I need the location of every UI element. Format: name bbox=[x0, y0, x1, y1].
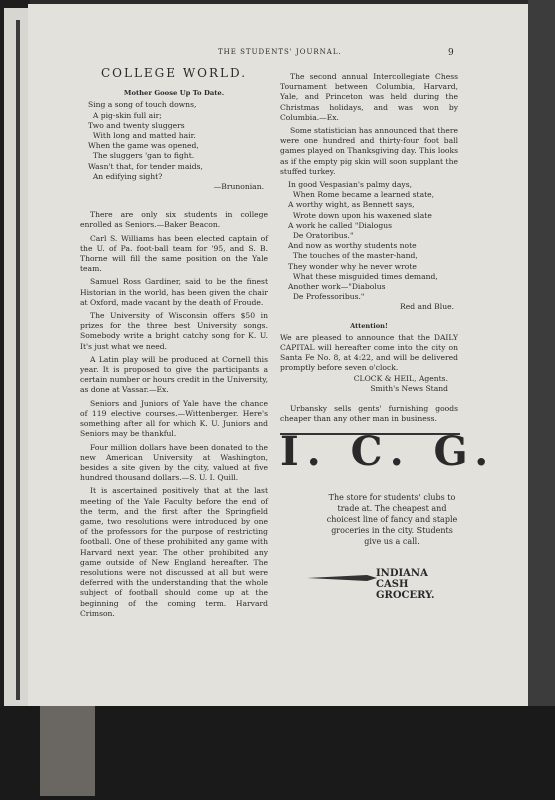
section-title: COLLEGE WORLD. bbox=[100, 66, 248, 80]
poem-line: When the game was opened, bbox=[88, 141, 199, 151]
news-item: It is ascertained positively that at the last meeting of the Yale Faculty before the end of the term, and the first after the Springfield game, two resolutions were introduced by one of the professors for the purpose of restricting football. One of these prohibited any game with Harvard next year. The other prohibited any game outside of New England hereafter. The resolutions were not discussed at all but were deferred with the understanding that the whole subject of football should come up at the beginning of the coming term. Harvard Crimson. bbox=[80, 486, 268, 618]
poem-line: Sing a song of touch downs, bbox=[88, 100, 197, 110]
verse-line: They wonder why he never wrote bbox=[288, 261, 417, 271]
verse-line: A work he called "Dialogus bbox=[288, 220, 393, 230]
scan-background bbox=[0, 706, 555, 800]
poem-line: A pig-skin full air; bbox=[88, 110, 162, 120]
news-item: The University of Wisconsin offers $50 in prizes for the three best University songs. Somebody write a bright catchy song for K. U. It's just what we need. bbox=[80, 311, 268, 351]
verse-line: Another work—"Diabolus bbox=[288, 282, 386, 292]
notice-signature-2: Smith's News Stand bbox=[370, 383, 448, 393]
news-item: Samuel Ross Gardiner, said to be the finest Historian in the world, has been given the chair at Oxford, made vacant by the death of Froude. bbox=[80, 277, 268, 307]
verse-line: De Professoribus." bbox=[288, 292, 365, 302]
attention-heading: Attention! bbox=[350, 321, 388, 330]
grocery-name-line: GROCERY. bbox=[376, 590, 435, 601]
right-column bbox=[280, 72, 458, 435]
news-item: Four million dollars have been donated to the new American University at Washington, besides a site given by the city, valued at five hundred thousand dollars.—S. U. I. Quill. bbox=[80, 442, 268, 483]
icg-headline: I. C. G. bbox=[280, 428, 497, 475]
verse-line: Wrote down upon his waxened slate bbox=[288, 210, 432, 220]
grocery-name bbox=[376, 568, 434, 601]
news-item: A Latin play will be produced at Cornell this year. It is proposed to give the participants a certain number or hours credit in the University, as done at Vassar.—Ex. bbox=[80, 354, 268, 395]
grocery-name-line: INDIANA bbox=[376, 568, 428, 579]
poem-attribution: —Brunonian. bbox=[213, 182, 264, 192]
verse-line: When Rome became a learned state, bbox=[288, 190, 435, 200]
page-number: 9 bbox=[448, 48, 454, 58]
news-item: There are only six students in college enrolled as Seniors.—Baker Beacon. bbox=[80, 210, 268, 230]
news-item: Seniors and Juniors of Yale have the chance of 119 elective courses.—Wittenberger. Here's something after all for which K. U. Juniors and Seniors may be thankful. bbox=[80, 398, 268, 439]
news-item: Carl S. Williams has been elected captain of the U. of Pa. foot-ball team for '95, and S. B. Thorne will fill the same position on the Yale team. bbox=[80, 233, 268, 274]
news-item: The second annual Intercollegiate Chess Tournament between Columbia, Harvard, Yale, and Princeton was held during the Christmas holidays, and was won by Columbia.—Ex. bbox=[280, 72, 458, 122]
verse-line: In good Vespasian's palmy days, bbox=[288, 180, 413, 190]
attention-notice: We are pleased to announce that the DAILY CAPITAL will hereafter come into the city on Santa Fe No. 8, at 4:22, and will be delivered promptly before seven o'clock. bbox=[280, 332, 458, 373]
paper-scrap bbox=[40, 706, 95, 796]
verse-line: De Oratoribus." bbox=[288, 231, 354, 241]
grocery-ad-text: The store for students' clubs to trade at. The cheapest and choicest line of fancy and staple groceries in the city. Students give us a call. bbox=[326, 493, 458, 546]
verse-line: What these misguided times demand, bbox=[288, 271, 438, 281]
verse-line: The touches of the master-hand, bbox=[288, 251, 418, 261]
page-edge-right bbox=[528, 0, 555, 710]
poem-line: The sluggers 'gan to fight. bbox=[88, 151, 195, 161]
left-column bbox=[80, 66, 268, 622]
binding-stitch bbox=[16, 20, 20, 700]
poem-line: With long and matted hair. bbox=[88, 131, 196, 141]
verse-line: A worthy wight, as Bennett says, bbox=[288, 200, 415, 210]
verse bbox=[288, 180, 458, 313]
notice-signature: CLOCK & HEIL, Agents. bbox=[353, 373, 448, 383]
poem bbox=[88, 100, 268, 192]
verse-attribution: Red and Blue. bbox=[400, 302, 454, 312]
news-item: Some statistician has announced that there were one hundred and thirty-four foot ball games played on Thanksgiving day. This looks as if the empty pig skin will soon supplant the stuffed turkey. bbox=[280, 126, 458, 176]
urbansky-ad: Urbansky sells gents' furnishing goods cheaper than any other man in business. bbox=[280, 404, 458, 424]
grocery-name-line: CASH bbox=[376, 579, 409, 590]
poem-line: Wasn't that, for tender maids, bbox=[88, 161, 203, 171]
verse-line: And now as worthy students note bbox=[288, 241, 417, 251]
poem-line: An edifying sight? bbox=[88, 171, 163, 181]
running-header: THE STUDENTS' JOURNAL. bbox=[218, 48, 342, 56]
poem-title: Mother Goose Up To Date. bbox=[123, 89, 225, 98]
poem-line: Two and twenty sluggers bbox=[88, 120, 185, 130]
quill-pen-icon bbox=[307, 574, 377, 582]
